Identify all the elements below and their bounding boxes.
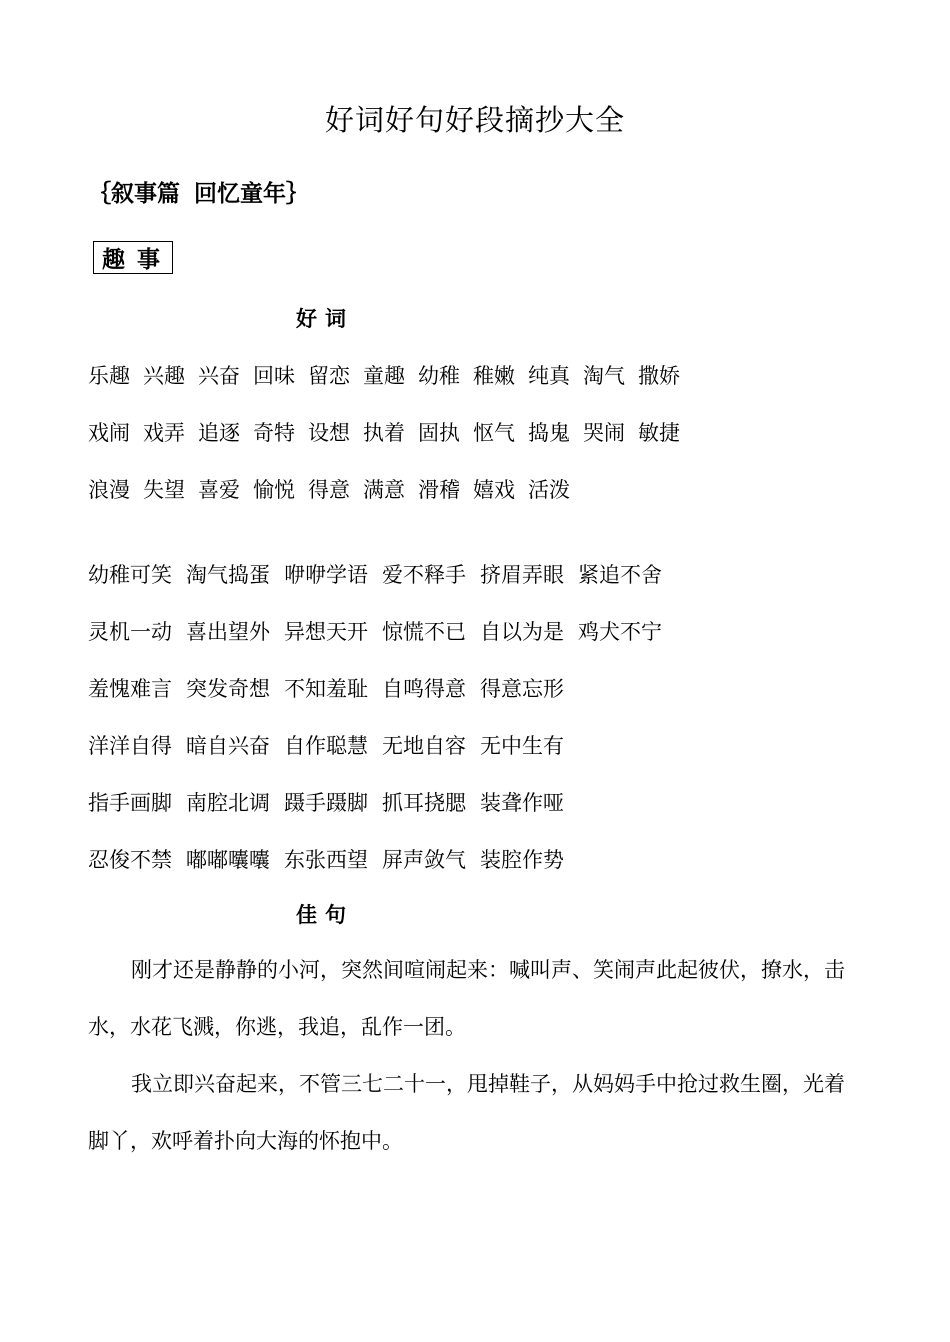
word-item: 喜爱 <box>198 478 240 502</box>
idiom-item: 灵机一动 <box>88 620 172 644</box>
idiom-item: 蹑手蹑脚 <box>284 791 368 815</box>
word-item: 童趣 <box>363 364 405 388</box>
word-item: 设想 <box>308 421 350 445</box>
idiom-item: 洋洋自得 <box>88 734 172 758</box>
idiom-item: 嘟嘟囔囔 <box>186 848 270 872</box>
word-item: 固执 <box>418 421 460 445</box>
idiom-row <box>88 730 578 760</box>
word-item: 撒娇 <box>638 364 680 388</box>
idiom-item: 爱不释手 <box>382 563 466 587</box>
idiom-item: 东张西望 <box>284 848 368 872</box>
word-item: 淘气 <box>583 364 625 388</box>
idiom-item: 自作聪慧 <box>284 734 368 758</box>
word-item: 敏捷 <box>638 421 680 445</box>
word-item: 失望 <box>143 478 185 502</box>
brace-open: ｛ <box>88 181 111 207</box>
word-item: 嬉戏 <box>473 478 515 502</box>
document-title: 好词好句好段摘抄大全 <box>324 103 625 137</box>
word-item: 兴奋 <box>198 364 240 388</box>
idiom-item: 屏声敛气 <box>382 848 466 872</box>
idiom-item: 淘气捣蛋 <box>186 563 270 587</box>
sentence-paragraphs <box>88 942 858 1170</box>
word-item: 滑稽 <box>418 478 460 502</box>
idiom-row <box>88 559 676 589</box>
word-row <box>88 360 693 390</box>
word-item: 奇特 <box>253 421 295 445</box>
idiom-item: 异想天开 <box>284 620 368 644</box>
word-item: 留恋 <box>308 364 350 388</box>
idiom-item: 喜出望外 <box>186 620 270 644</box>
brace-close: ｝ <box>286 181 309 207</box>
idiom-row <box>88 673 578 703</box>
idiom-item: 突发奇想 <box>186 677 270 701</box>
word-item: 戏闹 <box>88 421 130 445</box>
idiom-item: 羞愧难言 <box>88 677 172 701</box>
idiom-item: 自以为是 <box>480 620 564 644</box>
heading-good-words: 好词 <box>296 307 354 331</box>
section-part1: 叙事篇 <box>111 181 180 207</box>
word-item: 幼稚 <box>418 364 460 388</box>
word-item: 戏弄 <box>143 421 185 445</box>
idiom-item: 南腔北调 <box>186 791 270 815</box>
word-item: 捣鬼 <box>528 421 570 445</box>
word-item: 回味 <box>253 364 295 388</box>
idiom-item: 指手画脚 <box>88 791 172 815</box>
idiom-item: 得意忘形 <box>480 677 564 701</box>
idiom-item: 抓耳挠腮 <box>382 791 466 815</box>
word-row <box>88 474 583 504</box>
idiom-item: 装聋作哑 <box>480 791 564 815</box>
word-item: 哭闹 <box>583 421 625 445</box>
idiom-item: 无地自容 <box>382 734 466 758</box>
idiom-item: 自鸣得意 <box>382 677 466 701</box>
word-item: 活泼 <box>528 478 570 502</box>
idiom-row <box>88 787 578 817</box>
section-part2: 回忆童年 <box>194 181 286 207</box>
word-item: 怄气 <box>473 421 515 445</box>
section-heading <box>88 175 309 208</box>
word-item: 兴趣 <box>143 364 185 388</box>
idiom-row <box>88 616 676 646</box>
idiom-item: 紧追不舍 <box>578 563 662 587</box>
word-item: 纯真 <box>528 364 570 388</box>
idiom-item: 无中生有 <box>480 734 564 758</box>
idiom-item: 惊慌不已 <box>382 620 466 644</box>
idiom-row <box>88 844 578 874</box>
word-item: 浪漫 <box>88 478 130 502</box>
idiom-item: 幼稚可笑 <box>88 563 172 587</box>
idiom-item: 装腔作势 <box>480 848 564 872</box>
word-item: 得意 <box>308 478 350 502</box>
word-item: 愉悦 <box>253 478 295 502</box>
idiom-item: 暗自兴奋 <box>186 734 270 758</box>
idiom-item: 咿咿学语 <box>284 563 368 587</box>
word-item: 乐趣 <box>88 364 130 388</box>
paragraph: 我立即兴奋起来，不管三七二十一，甩掉鞋子，从妈妈手中抢过救生圈，光着脚丫，欢呼着扑向大海的怀抱中。 <box>88 1072 845 1153</box>
idiom-item: 不知羞耻 <box>284 677 368 701</box>
idiom-item: 忍俊不禁 <box>88 848 172 872</box>
word-item: 稚嫩 <box>473 364 515 388</box>
idiom-item: 挤眉弄眼 <box>480 563 564 587</box>
boxed-label: 趣事 <box>93 241 173 274</box>
word-item: 追逐 <box>198 421 240 445</box>
word-row <box>88 417 693 447</box>
paragraph: 刚才还是静静的小河，突然间喧闹起来：喊叫声、笑闹声此起彼伏，撩水，击水，水花飞溅，你逃，我追，乱作一团。 <box>88 958 845 1039</box>
heading-good-sentences: 佳句 <box>296 903 354 927</box>
word-item: 执着 <box>363 421 405 445</box>
idiom-item: 鸡犬不宁 <box>578 620 662 644</box>
word-item: 满意 <box>363 478 405 502</box>
